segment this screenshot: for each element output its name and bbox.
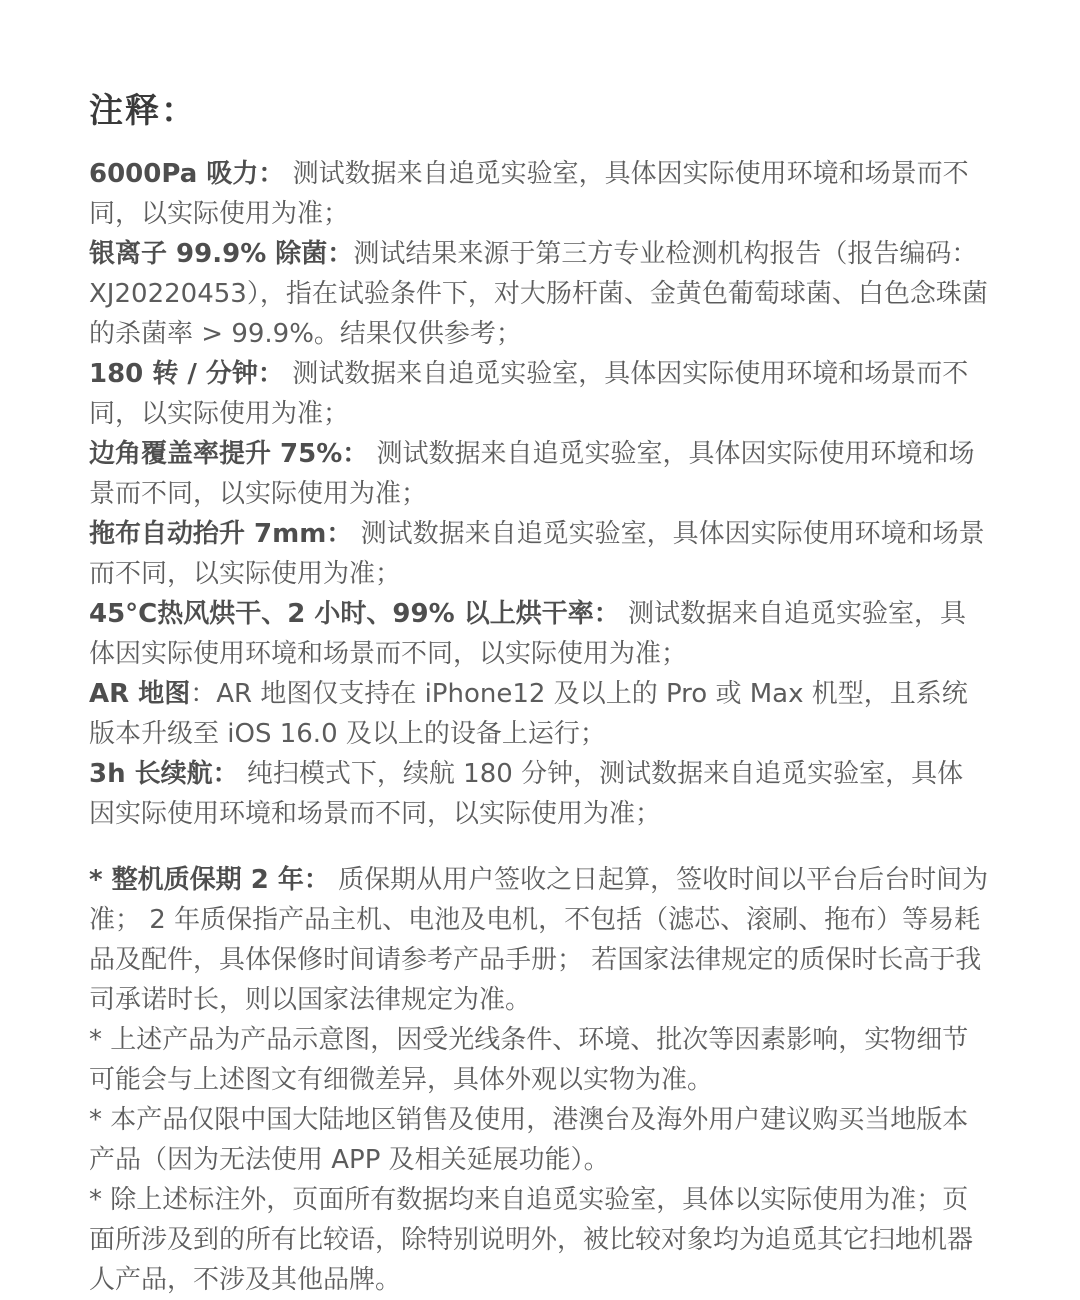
footnote-text: * 本产品仅限中国大陆地区销售及使用，港澳台及海外用户建议购买当地版本产品（因为无法使用 APP 及相关延展功能）。 — [89, 1105, 969, 1175]
footnote-product-image — [89, 1020, 989, 1100]
note-text: 测试数据来自追觅实验室，具体因实际使用环境和场景而不同，以实际使用为准； — [89, 359, 969, 429]
footnote-text: 质保期从用户签收之日起算，签收时间以平台后台时间为准； 2 年质保指产品主机、电池及电机，不包括（滤芯、滚刷、拖布）等易耗品及配件，具体保修时间请参考产品手册； 若国家法律规定的质保时长高于我司承诺时长，则以国家法律规定为准。 — [89, 865, 989, 1015]
note-corner-coverage — [89, 434, 989, 514]
note-text: 测试数据来自追觅实验室，具体因实际使用环境和场景而不同，以实际使用为准； — [89, 159, 969, 229]
section-spacer — [89, 834, 989, 860]
note-label: AR 地图 — [89, 679, 191, 709]
note-mop-lift — [89, 514, 989, 594]
note-label: 45°C热风烘干、2 小时、99% 以上烘干率： — [89, 599, 620, 629]
footnote-text: * 上述产品为产品示意图，因受光线条件、环境、批次等因素影响，实物细节可能会与上述图文有细微差异，具体外观以实物为准。 — [89, 1025, 969, 1095]
footnote-warranty — [89, 860, 989, 1020]
note-label: 6000Pa 吸力： — [89, 159, 285, 189]
note-silver-ion — [89, 234, 989, 354]
note-rotation-speed — [89, 354, 989, 434]
notes-title: 注释： — [89, 91, 197, 131]
note-text: 测试数据来自追觅实验室，具体因实际使用环境和场景而不同，以实际使用为准； — [89, 439, 975, 509]
note-label: 银离子 99.9% 除菌： — [89, 239, 354, 269]
note-text: 测试数据来自追觅实验室，具体因实际使用环境和场景而不同，以实际使用为准； — [89, 599, 966, 669]
footnote-text: * 除上述标注外，页面所有数据均来自追觅实验室，具体以实际使用为准；页面所涉及到的所有比较语，除特别说明外，被比较对象均为追觅其它扫地机器人产品，不涉及其他品牌。 — [89, 1185, 974, 1295]
note-text: 测试数据来自追觅实验室，具体因实际使用环境和场景而不同，以实际使用为准； — [89, 519, 985, 589]
note-text: 纯扫模式下，续航 180 分钟，测试数据来自追觅实验室，具体因实际使用环境和场景而不同，以实际使用为准； — [89, 759, 964, 829]
note-label: 180 转 / 分钟： — [89, 359, 284, 389]
note-suction — [89, 154, 989, 234]
note-hot-air-drying — [89, 594, 989, 674]
note-label: 3h 长续航： — [89, 759, 239, 789]
footnote-label: * 整机质保期 2 年： — [89, 865, 330, 895]
note-text: 测试结果来源于第三方专业检测机构报告（报告编码：XJ20220453），指在试验条件下，对大肠杆菌、金黄色葡萄球菌、白色念珠菌的杀菌率 > 99.9%。结果仅供参考； — [89, 239, 988, 349]
note-ar-map — [89, 674, 989, 754]
note-label: 拖布自动抬升 7mm： — [89, 519, 353, 549]
notes-list — [89, 154, 989, 1300]
note-battery-life — [89, 754, 989, 834]
note-text: ：AR 地图仅支持在 iPhone12 及以上的 Pro 或 Max 机型，且系统版本升级至 iOS 16.0 及以上的设备上运行； — [89, 679, 968, 749]
note-label: 边角覆盖率提升 75%： — [89, 439, 369, 469]
footnote-region — [89, 1100, 989, 1180]
footnote-data-source — [89, 1180, 989, 1300]
